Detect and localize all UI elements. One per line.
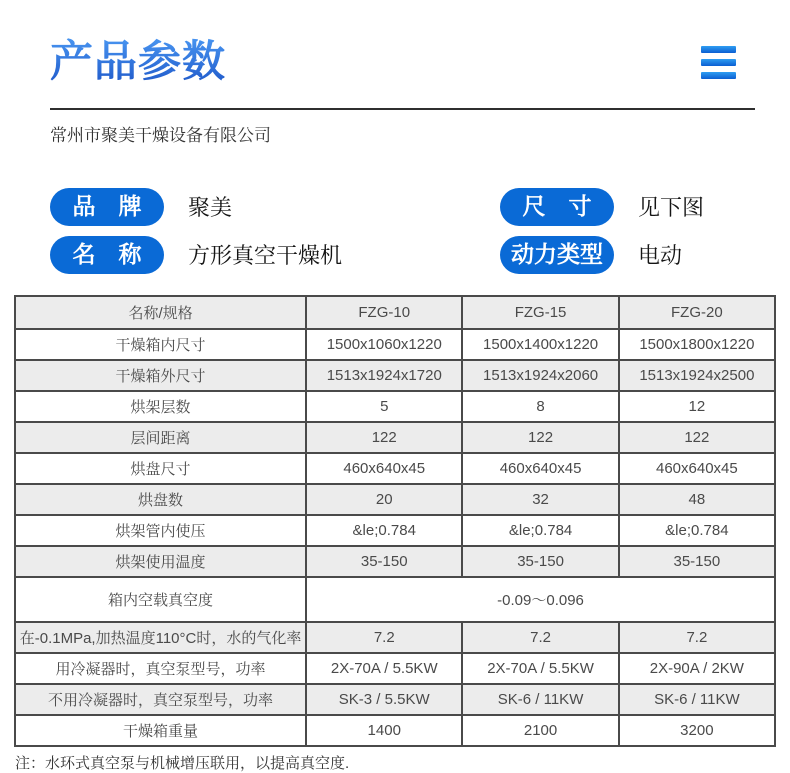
spec-table — [14, 295, 776, 747]
row-label: 箱内空载真空度 — [15, 577, 306, 622]
brand-badge: 品 牌 — [50, 188, 164, 226]
row-label: 不用冷凝器时，真空泵型号，功率 — [15, 684, 306, 715]
page-title: 产品参数 — [50, 36, 226, 90]
table-row — [15, 360, 775, 391]
cell-value: 35-150 — [306, 546, 462, 577]
cell-value: 1400 — [306, 715, 462, 746]
cell-value: 1500x1800x1220 — [619, 329, 775, 360]
cell-value: &le;0.784 — [306, 515, 462, 546]
cell-value: 1513x1924x1720 — [306, 360, 462, 391]
power-type-badge: 动力类型 — [500, 236, 614, 274]
size-badge: 尺 寸 — [500, 188, 614, 226]
cell-value: 20 — [306, 484, 462, 515]
header-divider — [50, 108, 755, 110]
table-row — [15, 329, 775, 360]
cell-value: 35-150 — [619, 546, 775, 577]
row-label: 干燥箱重量 — [15, 715, 306, 746]
cell-value: 1500x1400x1220 — [462, 329, 618, 360]
cell-value: SK-3 / 5.5KW — [306, 684, 462, 715]
table-row — [15, 546, 775, 577]
cell-value: &le;0.784 — [462, 515, 618, 546]
cell-value: 460x640x45 — [619, 453, 775, 484]
hamburger-menu-icon[interactable] — [701, 46, 736, 79]
cell-value: 2X-70A / 5.5KW — [462, 653, 618, 684]
cell-value: 48 — [619, 484, 775, 515]
row-label: 用冷凝器时，真空泵型号，功率 — [15, 653, 306, 684]
attribute-name — [50, 236, 500, 274]
cell-value: 122 — [619, 422, 775, 453]
cell-value: 3200 — [619, 715, 775, 746]
table-row — [15, 622, 775, 653]
row-label: 在-0.1MPa,加热温度110°C时，水的气化率 — [15, 622, 306, 653]
table-row — [15, 515, 775, 546]
cell-value: 460x640x45 — [462, 453, 618, 484]
row-label: 烘盘数 — [15, 484, 306, 515]
cell-value: 7.2 — [306, 622, 462, 653]
cell-value: 5 — [306, 391, 462, 422]
table-row — [15, 391, 775, 422]
cell-value: 7.2 — [619, 622, 775, 653]
brand-value: 聚美 — [188, 195, 233, 221]
row-label: 干燥箱内尺寸 — [15, 329, 306, 360]
cell-value: 12 — [619, 391, 775, 422]
table-row — [15, 422, 775, 453]
cell-value: &le;0.784 — [619, 515, 775, 546]
cell-value: 32 — [462, 484, 618, 515]
table-row — [15, 453, 775, 484]
cell-value: 460x640x45 — [306, 453, 462, 484]
column-header-fzg20: FZG-20 — [619, 296, 775, 329]
menu-bar — [701, 59, 736, 66]
table-row — [15, 484, 775, 515]
attribute-brand — [50, 188, 500, 226]
row-label: 烘盘尺寸 — [15, 453, 306, 484]
cell-value-merged: -0.09～0.096 — [306, 577, 775, 622]
cell-value: SK-6 / 11KW — [462, 684, 618, 715]
company-name: 常州市聚美干燥设备有限公司 — [50, 125, 271, 145]
power-type-value: 电动 — [638, 243, 683, 269]
menu-bar — [701, 46, 736, 53]
cell-value: SK-6 / 11KW — [619, 684, 775, 715]
column-header-spec: 名称/规格 — [15, 296, 306, 329]
attribute-size — [500, 188, 790, 226]
attribute-power-type — [500, 236, 790, 274]
row-label: 烘架层数 — [15, 391, 306, 422]
cell-value: 1513x1924x2500 — [619, 360, 775, 391]
cell-value: 1500x1060x1220 — [306, 329, 462, 360]
table-header-row — [15, 296, 775, 329]
size-value: 见下图 — [638, 195, 705, 221]
page-header — [0, 0, 790, 90]
row-label: 层间距离 — [15, 422, 306, 453]
cell-value: 2X-70A / 5.5KW — [306, 653, 462, 684]
attribute-list — [50, 188, 790, 274]
name-badge: 名 称 — [50, 236, 164, 274]
cell-value: 2X-90A / 2KW — [619, 653, 775, 684]
cell-value: 35-150 — [462, 546, 618, 577]
footnote: 注：水环式真空泵与机械增压联用，以提高真空度. — [15, 754, 350, 772]
cell-value: 2100 — [462, 715, 618, 746]
cell-value: 8 — [462, 391, 618, 422]
cell-value: 1513x1924x2060 — [462, 360, 618, 391]
table-row-merged — [15, 577, 775, 622]
cell-value: 122 — [306, 422, 462, 453]
row-label: 干燥箱外尺寸 — [15, 360, 306, 391]
cell-value: 7.2 — [462, 622, 618, 653]
cell-value: 122 — [462, 422, 618, 453]
menu-bar — [701, 72, 736, 79]
name-value: 方形真空干燥机 — [188, 243, 343, 269]
row-label: 烘架管内使压 — [15, 515, 306, 546]
row-label: 烘架使用温度 — [15, 546, 306, 577]
column-header-fzg10: FZG-10 — [306, 296, 462, 329]
table-row — [15, 715, 775, 746]
column-header-fzg15: FZG-15 — [462, 296, 618, 329]
table-row — [15, 653, 775, 684]
table-row — [15, 684, 775, 715]
